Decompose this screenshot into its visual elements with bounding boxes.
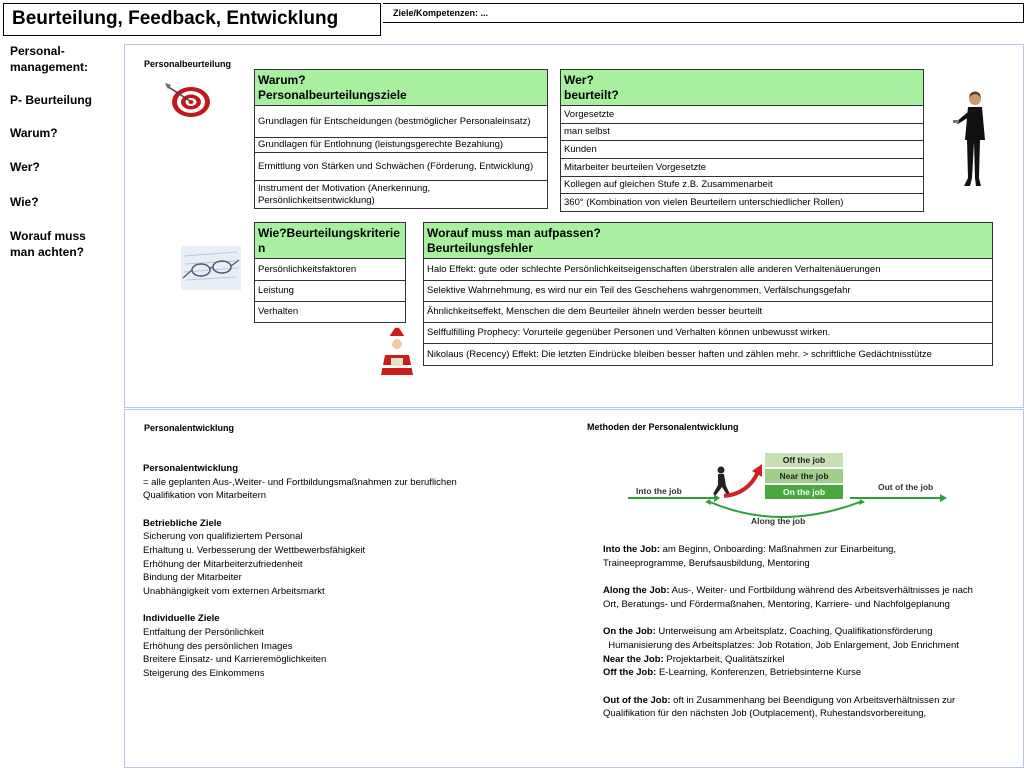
warum-row: Ermittlung von Stärken und Schwächen (Förderung, Entwicklung) [255, 153, 548, 181]
nav-wie: Wie? [10, 195, 39, 209]
list-item: Unabhängigkeit vom externen Arbeitsmarkt [143, 585, 325, 597]
wer-row: Vorgesetzte [561, 106, 924, 124]
into-method-text: Traineeprogramme, Berufsausbildung, Mentoring [603, 557, 810, 569]
wie-row: Verhalten [255, 302, 406, 323]
wie-row: Leistung [255, 281, 406, 302]
list-item: Erhöhung der Mitarbeiterzufriedenheit [143, 558, 303, 570]
methods-text [603, 543, 1018, 721]
worauf-row: Selffulfilling Prophecy: Vorurteile gegenüber Personen und Verhalten können unbewusst wirken. [424, 323, 993, 344]
warum-row: Instrument der Motivation (Anerkennung, Persönlichkeitsentwicklung) [255, 181, 548, 209]
on-method-text: Unterweisung am Arbeitsplatz, Coaching, Qualifikationsförderung [655, 626, 933, 638]
into-method-text: am Beginn, Onboarding: Maßnahmen zur Einarbeitung, [660, 544, 897, 555]
page-title: Beurteilung, Feedback, Entwicklung [3, 3, 381, 36]
wer-row: Mitarbeiter beurteilen Vorgesetzte [561, 159, 924, 177]
off-method-text: E-Learning, Konferenzen, Betriebsinterne Kurse [656, 667, 862, 679]
santa-claus-icon [377, 325, 417, 377]
list-item: Erhöhung des persönlichen Images [143, 640, 293, 652]
list-item: Bindung der Mitarbeiter [143, 572, 242, 584]
warum-table [254, 69, 548, 209]
methods-diagram [610, 450, 970, 530]
list-item: Entfaltung der Persönlichkeit [143, 626, 264, 638]
personalentwicklung-text [143, 462, 563, 680]
worauf-row: Ähnlichkeitseffekt, Menschen die dem Beurteiler ähneln werden besser beurteilt [424, 302, 993, 323]
definition-line: Qualifikation von Mitarbeitern [143, 490, 267, 502]
nav-worauf: Worauf muss man achten? [10, 229, 86, 259]
off-label: Off the job [782, 455, 826, 465]
section-title-personalentwicklung: Personalentwicklung [144, 423, 235, 433]
along-method-label: Along the Job: [603, 585, 670, 597]
along-method-text: Aus-, Weiter- und Fortbildung während des Arbeitsverhältnisses je nach [669, 585, 973, 597]
worauf-header: Worauf muss man aufpassen? Beurteilungsfehler [424, 223, 993, 259]
wer-header: Wer? beurteilt? [561, 70, 924, 106]
warum-row: Grundlagen für Entscheidungen (bestmöglicher Personaleinsatz) [255, 106, 548, 138]
wie-header: Wie?Beurteilungskriterien [255, 223, 406, 259]
wer-row: man selbst [561, 124, 924, 141]
nav-wer: Wer? [10, 160, 40, 174]
near-label: Near the job [779, 471, 829, 481]
wer-row: Kollegen auf gleichen Stufe z.B. Zusammenarbeit [561, 177, 924, 194]
definition-title: Personalentwicklung [143, 463, 239, 474]
target-icon [163, 82, 215, 120]
nav-warum: Warum? [10, 126, 58, 140]
near-method-label: Near the Job: [603, 653, 664, 665]
list-item: Breitere Einsatz- und Karrieremöglichkeiten [143, 654, 327, 666]
nav-p-beurteilung: P- Beurteilung [10, 93, 93, 107]
nav-personalmanagement: Personal- management: [10, 44, 89, 74]
warum-row: Grundlagen für Entlohnung (leistungsgerechte Bezahlung) [255, 138, 548, 153]
warum-header: Warum? Personalbeurteilungsziele [255, 70, 548, 106]
out-method-text: oft in Zusammenhang bei Beendigung von Arbeitsverhältnissen zur [670, 694, 956, 706]
section-title-personalbeurteilung: Personalbeurteilung [144, 59, 232, 69]
out-method-label: Out of the Job: [603, 694, 671, 706]
on-method-label: On the Job: [603, 626, 656, 638]
individuelle-ziele-title: Individuelle Ziele [143, 613, 220, 625]
definition-line: = alle geplanten Aus-,Weiter- und Fortbildungsmaßnahmen zur beruflichen [143, 476, 457, 488]
into-method-label: Into the Job: [603, 544, 660, 555]
worauf-row: Nikolaus (Recency) Effekt: Die letzten Eindrücke bleiben besser haften und zählen mehr. > schriftliche Gedächtnisstütze [424, 344, 993, 366]
worauf-row: Halo Effekt: gute oder schlechte Persönlichkeitseigenschaften überstralen alle anderen Verhaltenäuerungen [424, 259, 993, 281]
worauf-table [423, 222, 993, 366]
into-label: Into the job [636, 486, 682, 496]
off-method-label: Off the Job: [603, 667, 657, 679]
near-method-text: Projektarbeit, Qualitätszirkel [663, 653, 785, 665]
section-title-methoden: Methoden der Personalentwicklung [587, 422, 739, 432]
along-method-text: Ort, Beratungs- und Fördermaßnahen, Mentoring, Karriere- und Nachfolgeplanung [603, 598, 950, 610]
wer-table [560, 69, 924, 212]
businesswoman-icon [950, 90, 994, 194]
glasses-document-icon [181, 246, 241, 290]
wer-row: 360° (Kombination von vielen Beurteilern unterschiedlicher Rollen) [561, 194, 924, 212]
list-item: Sicherung von qualifiziertem Personal [143, 531, 303, 543]
betriebliche-ziele-title: Betriebliche Ziele [143, 517, 222, 529]
wie-table [254, 222, 406, 323]
on-method-text: Humanisierung des Arbeitsplatzes: Job Rotation, Job Enlargement, Job Enrichment [603, 639, 959, 651]
along-label: Along the job [751, 516, 806, 526]
goals-field: Ziele/Kompetenzen: ... [383, 3, 1024, 23]
wie-row: Persönlichkeitsfaktoren [255, 259, 406, 281]
wer-row: Kunden [561, 141, 924, 159]
list-item: Erhaltung u. Verbesserung der Wettbewerbsfähigkeit [143, 544, 366, 556]
out-label: Out of the job [878, 482, 934, 492]
along-arc [710, 502, 860, 517]
list-item: Steigerung des Einkommens [143, 667, 265, 679]
out-method-text: Qualifikation für den nächsten Job (Outplacement), Ruhestandsvorbereitung, [603, 708, 927, 720]
worauf-row: Selektive Wahrnehmung, es wird nur ein Teil des Geschehens wahrgenommen, Verfälschungsgefahr [424, 281, 993, 302]
on-label: On the job [782, 487, 826, 497]
